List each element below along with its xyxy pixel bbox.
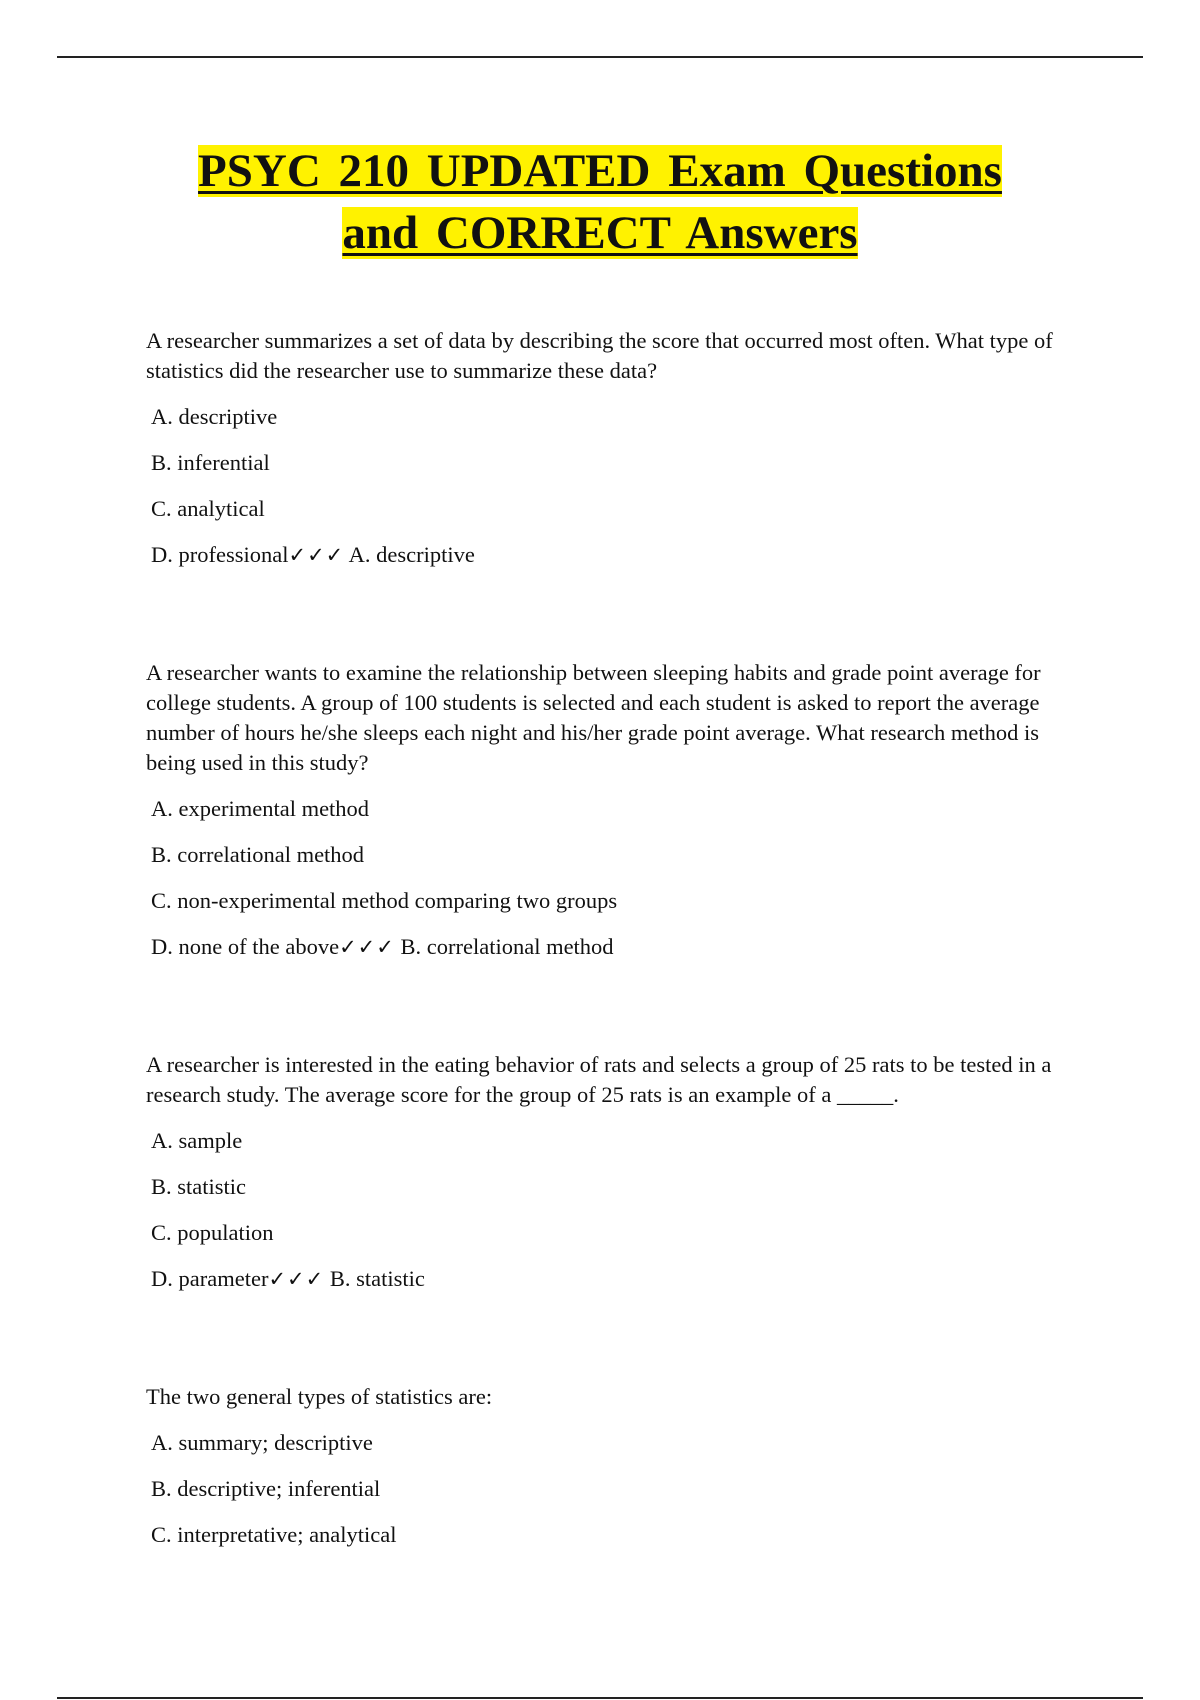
check-marks-icon: ✓✓✓ <box>268 1267 325 1291</box>
option-a: A. experimental method <box>151 796 370 821</box>
option-d: D. professional <box>151 542 289 567</box>
option-d: D. parameter <box>151 1266 269 1291</box>
option-a: A. summary; descriptive <box>151 1430 373 1455</box>
document-title <box>0 140 1200 264</box>
question-list <box>146 326 1066 1638</box>
question-4 <box>146 1382 1066 1550</box>
option-c: C. non-experimental method comparing two groups <box>151 888 618 913</box>
check-marks-icon: ✓✓✓ <box>288 543 345 567</box>
question-text: The two general types of statistics are: <box>146 1384 493 1409</box>
option-b: B. correlational method <box>151 842 365 867</box>
footer-rule <box>57 1697 1143 1699</box>
option-d-with-answer <box>151 540 1066 570</box>
question-1 <box>146 326 1066 570</box>
option-b: B. descriptive; inferential <box>151 1476 381 1501</box>
question-text: A researcher summarizes a set of data by describing the score that occurred most often. What type of statistics did the researcher use to summarize these data? <box>146 328 1053 383</box>
option-d-with-answer <box>151 1264 1066 1294</box>
option-b: B. statistic <box>151 1174 246 1199</box>
option-a: A. sample <box>151 1128 243 1153</box>
option-c: C. interpretative; analytical <box>151 1522 397 1547</box>
question-text: A researcher wants to examine the relationship between sleeping habits and grade point average for college students. A group of 100 students is selected and each student is asked to report the average number of hours he/she sleeps each night and his/her grade point average. What research method is being used in this study? <box>146 660 1041 775</box>
option-b: B. inferential <box>151 450 270 475</box>
correct-answer: B. statistic <box>329 1266 425 1291</box>
title-line-1: PSYC 210 UPDATED Exam Questions <box>198 145 1002 197</box>
question-text: A researcher is interested in the eating behavior of rats and selects a group of 25 rats to be tested in a research study. The average score for the group of 25 rats is an example of a _____. <box>146 1052 1052 1107</box>
title-line-2: and CORRECT Answers <box>342 207 858 259</box>
header-rule <box>57 56 1143 58</box>
option-a: A. descriptive <box>151 404 278 429</box>
option-c: C. analytical <box>151 496 265 521</box>
question-2 <box>146 658 1066 962</box>
correct-answer: A. descriptive <box>348 542 475 567</box>
option-d-with-answer <box>151 932 1066 962</box>
question-3 <box>146 1050 1066 1294</box>
check-marks-icon: ✓✓✓ <box>339 935 395 959</box>
correct-answer: B. correlational method <box>400 934 614 959</box>
option-c: C. population <box>151 1220 274 1245</box>
option-d: D. none of the above <box>151 934 340 959</box>
